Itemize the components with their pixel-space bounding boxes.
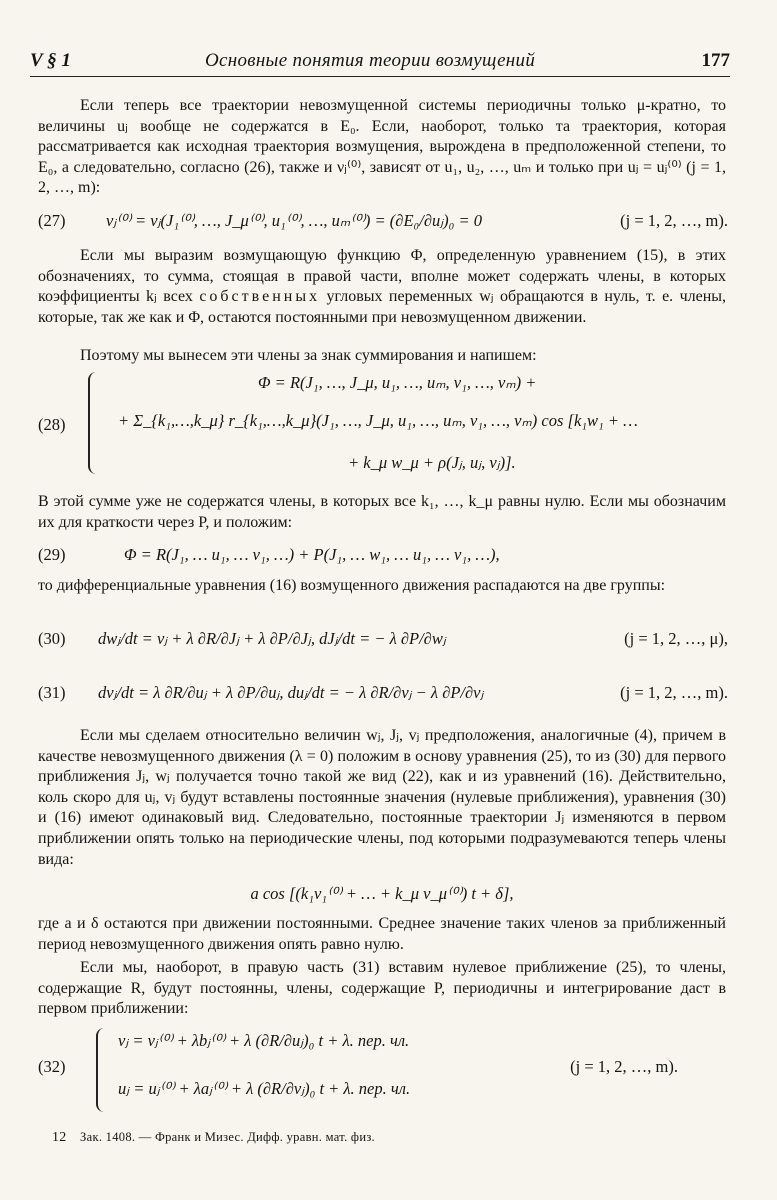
equation-32	[38, 1026, 728, 1116]
paragraph-1: Если теперь все траектории невозмущенной системы периодичны только μ-кратно, то величины uⱼ вообще не содержатся в E₀. Если, наоборот, только та траектория, которая рассматривается как исходная траектория возмущения, вырождена в предположенной степени, то E₀, а следовательно, согласно (26), также и νⱼ⁽⁰⁾, зависят от u₁, u₂, …, uₘ и только при uⱼ = uⱼ⁽⁰⁾ (j = 1, 2, …, m):	[38, 97, 726, 197]
equation-line-2: + Σ_{k₁,…,k_μ} r_{k₁,…,k_μ}(J₁, …, J_μ, u₁, …, uₘ, v₁, …, vₘ) cos [k₁w₁ + …	[118, 411, 638, 430]
equation-body: dwⱼ/dt = νⱼ + λ ∂R/∂Jⱼ + λ ∂P/∂Jⱼ, dJⱼ/dt = − λ ∂P/∂wⱼ	[98, 629, 446, 648]
paragraph-6: Если мы сделаем относительно величин wⱼ, Jⱼ, vⱼ предположения, аналогичные (4), причем в качестве невозмущенного движения (λ = 0) положим в основу уравнения (25), то из (30) для первого приближения Jⱼ, wⱼ получается точно такой же вид (22), как и из уравнений (16). Действительно, коль скоро для uⱼ, vⱼ будут вставлены постоянные значения (нулевые приближения), уравнения (30) и (16) имеют одинаковый вид. Следовательно, постоянные траектории Jⱼ изменяются в первом приближении опять только на периодические члены, под которыми подразумеваются теперь члены вида:	[38, 727, 726, 868]
paragraph-7: где a и δ остаются при движении постоянными. Среднее значение таких членов за приближенный период невозмущенного движения опять равно нулю.	[38, 915, 726, 953]
equation-29	[38, 544, 728, 570]
equation-range: (j = 1, 2, …, m).	[620, 683, 728, 702]
equation-number: (30)	[38, 629, 66, 648]
equation-31	[38, 682, 728, 714]
paragraph-4: В этой сумме уже не содержатся члены, в которых все k₁, …, k_μ равны нулю. Если мы обозначим их для краткости через P, и положим:	[38, 493, 726, 531]
equation-body: Φ = R(J₁, … u₁, … v₁, …) + P(J₁, … w₁, … u₁, … v₁, …),	[124, 545, 500, 564]
page-number: 177	[701, 50, 730, 71]
equation-line-1: Φ = R(J₁, …, J_μ, u₁, …, uₘ, v₁, …, vₘ) +	[258, 373, 537, 392]
equation-27	[38, 210, 728, 250]
header-rule	[30, 76, 730, 77]
printer-footer	[52, 1130, 375, 1146]
running-title: Основные понятия теории возмущений	[205, 50, 536, 71]
paragraph-5: то дифференциальные уравнения (16) возмущенного движения распадаются на две группы:	[38, 577, 666, 594]
periodic-term-expression: a cos [(k₁ν₁⁽⁰⁾ + … + k_μ ν_μ⁽⁰⁾) t + δ],	[250, 884, 514, 903]
sheet-number: 12	[52, 1130, 67, 1145]
equation-range: (j = 1, 2, …, m).	[620, 211, 728, 230]
equation-line-1: vⱼ = vⱼ⁽⁰⁾ + λbⱼ⁽⁰⁾ + λ (∂R/∂uⱼ)₀ t + λ. пер. чл.	[118, 1031, 410, 1050]
paragraph-8: Если мы, наоборот, в правую часть (31) вставим нулевое приближение (25), то члены, содержащие R, будут постоянны, члены, содержащие P, периодичны и интегрирование даст в первом приближении:	[38, 959, 726, 1018]
equation-number: (28)	[38, 415, 66, 434]
equation-line-2: uⱼ = uⱼ⁽⁰⁾ + λaⱼ⁽⁰⁾ + λ (∂R/∂vⱼ)₀ t + λ. пер. чл.	[118, 1079, 411, 1098]
paragraph-3: Поэтому мы вынесем эти члены за знак суммирования и напишем:	[80, 347, 537, 364]
equation-body: νⱼ⁽⁰⁾ = νⱼ(J₁⁽⁰⁾, …, J_μ⁽⁰⁾, u₁⁽⁰⁾, …, uₘ⁽⁰⁾) = (∂E₀/∂uⱼ)₀ = 0	[106, 211, 482, 230]
paragraph-2-start: Если мы выразим возмущающую функцию Φ, определенную уравнением (15), в этих обозначениях, то сумма, стоящая в правой части, вполне может содержать члены, в которых коэффициенты kⱼ всех	[38, 247, 726, 306]
equation-range: (j = 1, 2, …, m).	[570, 1057, 678, 1076]
equation-range: (j = 1, 2, …, μ),	[624, 629, 728, 648]
equation-30	[38, 628, 728, 660]
emphasized-word: собственных	[199, 288, 321, 306]
left-brace	[88, 372, 100, 474]
left-brace	[96, 1028, 108, 1112]
equation-number: (27)	[38, 211, 66, 230]
equation-number: (32)	[38, 1057, 66, 1076]
paragraph-2	[38, 246, 726, 328]
equation-number: (29)	[38, 545, 66, 564]
equation-line-3: + k_μ w_μ + ρ(Jⱼ, uⱼ, vⱼ)].	[348, 453, 516, 472]
equation-28	[38, 370, 728, 480]
equation-body: dvⱼ/dt = λ ∂R/∂uⱼ + λ ∂P/∂uⱼ, duⱼ/dt = − λ ∂R/∂vⱼ − λ ∂P/∂vⱼ	[98, 683, 484, 702]
running-header	[30, 46, 730, 76]
equation-number: (31)	[38, 683, 66, 702]
section-marker: V § 1	[30, 50, 71, 71]
printer-imprint: Зак. 1408. — Франк и Мизес. Дифф. уравн. мат. физ.	[80, 1130, 375, 1144]
paragraph-2-end: угловых переменных wⱼ обращаются в нуль, т. е. члены, которые, так же как и Φ, остаются постоянными при невозмущенном движении.	[38, 288, 727, 326]
